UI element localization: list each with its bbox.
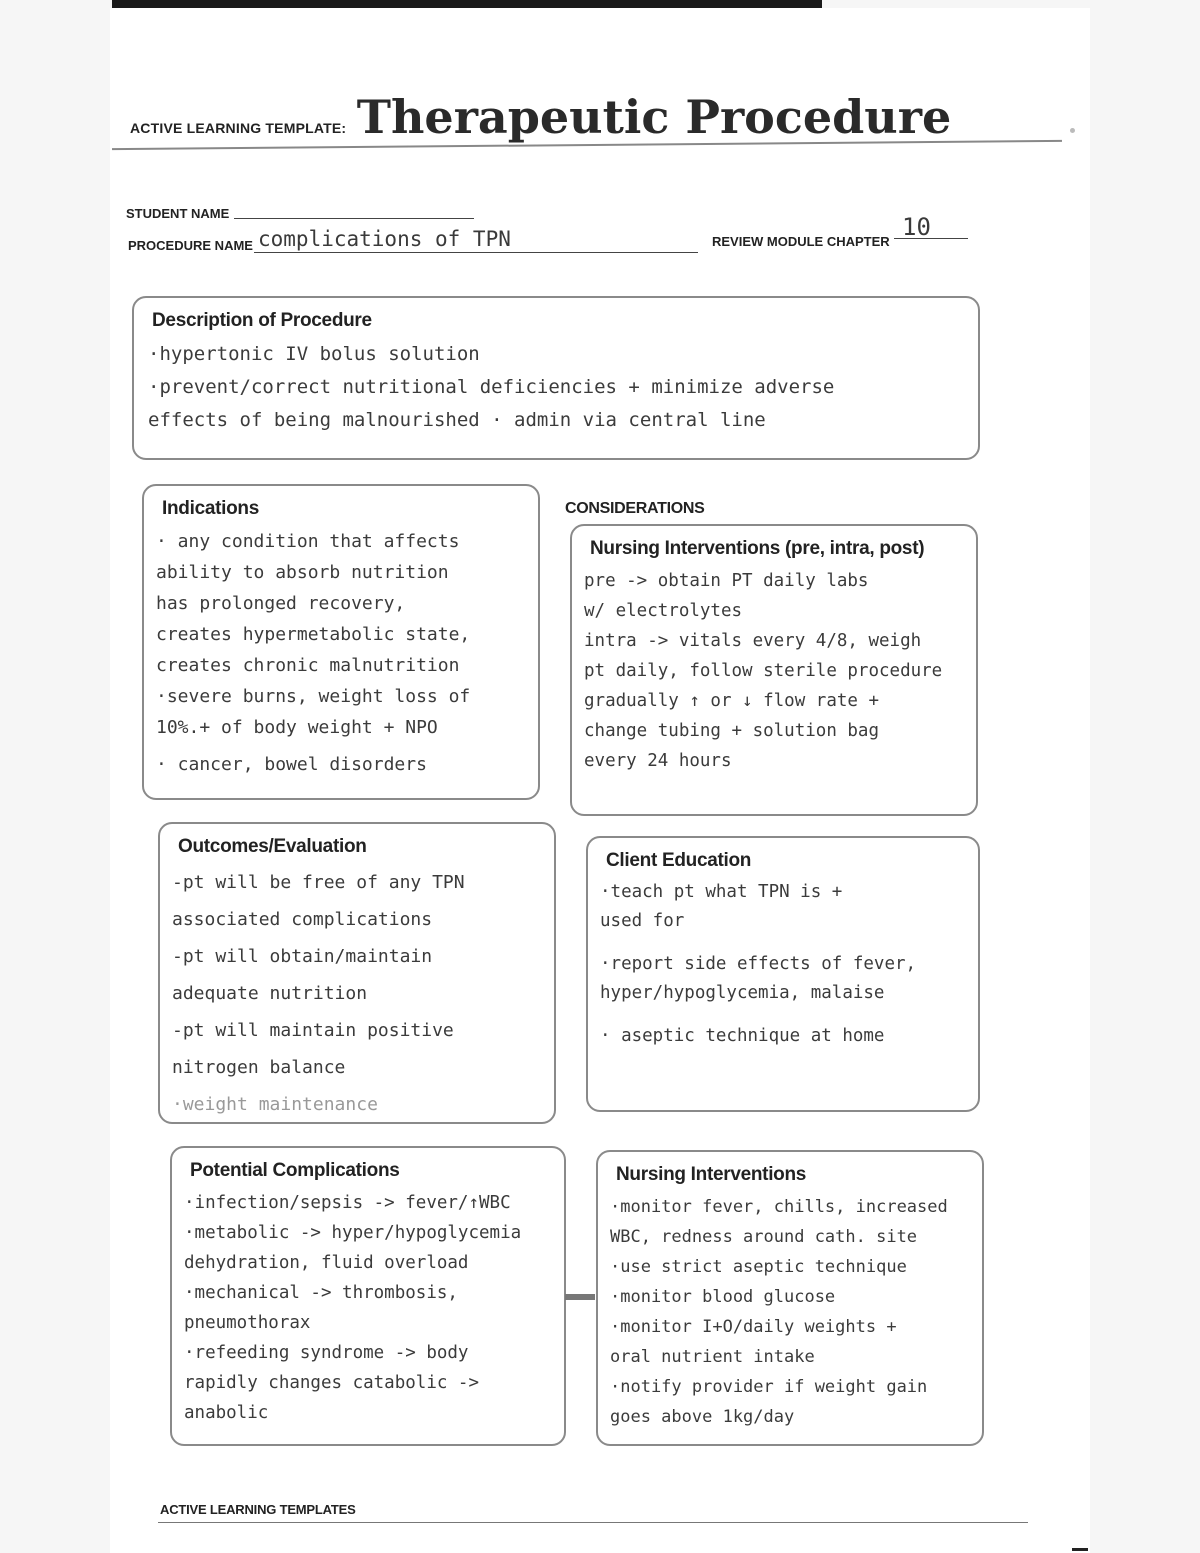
client-education-line: ·report side effects of fever, xyxy=(600,954,917,974)
client-education-box xyxy=(586,836,980,1112)
client-education-line: ·teach pt what TPN is + xyxy=(600,882,843,902)
nursing-intervention-line: oral nutrient intake xyxy=(610,1347,815,1367)
considerations-label: CONSIDERATIONS xyxy=(565,500,705,517)
indications-lines xyxy=(156,526,526,780)
outcomes-line: nitrogen balance xyxy=(172,1057,346,1078)
outcomes-line: associated complications xyxy=(172,909,433,930)
description-line: ·hypertonic IV bolus solution xyxy=(148,343,480,365)
nursing-intervention-line: ·monitor I+O/daily weights + xyxy=(610,1317,897,1337)
outcomes-lines xyxy=(172,864,542,1123)
outcomes-box xyxy=(158,822,556,1124)
description-line: effects of being malnourished · admin via central line xyxy=(148,409,766,431)
nursing-interventions-ppp-title: Nursing Interventions (pre, intra, post) xyxy=(590,538,925,559)
client-education-line: used for xyxy=(600,911,685,931)
client-education-line xyxy=(600,936,966,950)
complications-line: pneumothorax xyxy=(184,1313,311,1333)
indications-box xyxy=(142,484,540,800)
nursing-interventions-ppp-lines xyxy=(584,566,964,776)
indications-line: has prolonged recovery, xyxy=(156,593,406,614)
template-label: ACTIVE LEARNING TEMPLATE: xyxy=(130,120,347,136)
box-connector xyxy=(565,1294,595,1300)
chapter-value[interactable]: 10 xyxy=(902,213,931,241)
template-header xyxy=(130,90,951,144)
description-box xyxy=(132,296,980,460)
chapter-label: REVIEW MODULE CHAPTER xyxy=(712,234,890,249)
client-education-lines xyxy=(600,878,966,1051)
indications-title: Indications xyxy=(162,498,259,519)
footer-label: ACTIVE LEARNING TEMPLATES xyxy=(160,1502,356,1517)
complications-line: ·mechanical -> thrombosis, xyxy=(184,1283,458,1303)
nursing-ppp-line: pre -> obtain PT daily labs xyxy=(584,571,869,591)
indications-line: creates hypermetabolic state, xyxy=(156,624,471,645)
complications-line: anabolic xyxy=(184,1403,269,1423)
nursing-ppp-line: pt daily, follow sterile procedure xyxy=(584,661,943,681)
scan-speck xyxy=(1070,128,1075,133)
nursing-ppp-line: change tubing + solution bag xyxy=(584,721,880,741)
description-title: Description of Procedure xyxy=(152,310,372,331)
outcomes-line: ·weight maintenance xyxy=(172,1094,378,1115)
description-line: ·prevent/correct nutritional deficiencies + minimize adverse xyxy=(148,376,835,398)
procedure-name-value[interactable]: complications of TPN xyxy=(258,227,511,251)
complications-line: rapidly changes catabolic -> xyxy=(184,1373,480,1393)
indications-line: ·severe burns, weight loss of xyxy=(156,686,471,707)
footer-rule xyxy=(158,1522,1028,1523)
outcomes-line: adequate nutrition xyxy=(172,983,368,1004)
complications-line: ·infection/sepsis -> fever/↑WBC xyxy=(184,1193,511,1213)
student-name-line xyxy=(234,218,474,219)
client-education-line: · aseptic technique at home xyxy=(600,1026,885,1046)
client-education-line xyxy=(600,1008,966,1022)
nursing-intervention-line: ·notify provider if weight gain xyxy=(610,1377,928,1397)
indications-line: creates chronic malnutrition xyxy=(156,655,460,676)
indications-line: · any condition that affects xyxy=(156,531,460,552)
nursing-intervention-line: ·monitor blood glucose xyxy=(610,1287,836,1307)
outcomes-line: -pt will maintain positive xyxy=(172,1020,454,1041)
nursing-interventions-box xyxy=(596,1150,984,1446)
outcomes-line: -pt will be free of any TPN xyxy=(172,872,465,893)
complications-line: ·refeeding syndrome -> body xyxy=(184,1343,469,1363)
complications-line: dehydration, fluid overload xyxy=(184,1253,469,1273)
outcomes-line: -pt will obtain/maintain xyxy=(172,946,433,967)
nursing-interventions-ppp-box xyxy=(570,524,978,816)
nursing-interventions-lines xyxy=(610,1192,970,1432)
complications-line: ·metabolic -> hyper/hypoglycemia xyxy=(184,1223,522,1243)
template-title: Therapeutic Procedure xyxy=(356,90,952,144)
nursing-intervention-line: ·monitor fever, chills, increased xyxy=(610,1197,948,1217)
client-education-line: hyper/hypoglycemia, malaise xyxy=(600,983,885,1003)
nursing-ppp-line: w/ electrolytes xyxy=(584,601,743,621)
nursing-ppp-line: intra -> vitals every 4/8, weigh xyxy=(584,631,922,651)
edge-mark xyxy=(1072,1548,1088,1551)
nursing-ppp-line: every 24 hours xyxy=(584,751,732,771)
complications-lines xyxy=(184,1188,552,1428)
description-lines xyxy=(148,338,966,437)
indications-line: 10%.+ of body weight + NPO xyxy=(156,717,438,738)
complications-box xyxy=(170,1146,566,1446)
nursing-interventions-title: Nursing Interventions xyxy=(616,1164,807,1185)
outcomes-title: Outcomes/Evaluation xyxy=(178,836,367,857)
client-education-title: Client Education xyxy=(606,850,752,871)
nursing-ppp-line: gradually ↑ or ↓ flow rate + xyxy=(584,691,880,711)
student-name-label: STUDENT NAME xyxy=(126,206,230,221)
indications-line: ability to absorb nutrition xyxy=(156,562,449,583)
complications-title: Potential Complications xyxy=(190,1160,400,1181)
nursing-intervention-line: WBC, redness around cath. site xyxy=(610,1227,918,1247)
nursing-intervention-line: ·use strict aseptic technique xyxy=(610,1257,907,1277)
top-edge-bar xyxy=(112,0,822,8)
procedure-name-label: PROCEDURE NAME xyxy=(128,238,253,253)
nursing-intervention-line: goes above 1kg/day xyxy=(610,1407,795,1427)
indications-line: · cancer, bowel disorders xyxy=(156,754,427,775)
